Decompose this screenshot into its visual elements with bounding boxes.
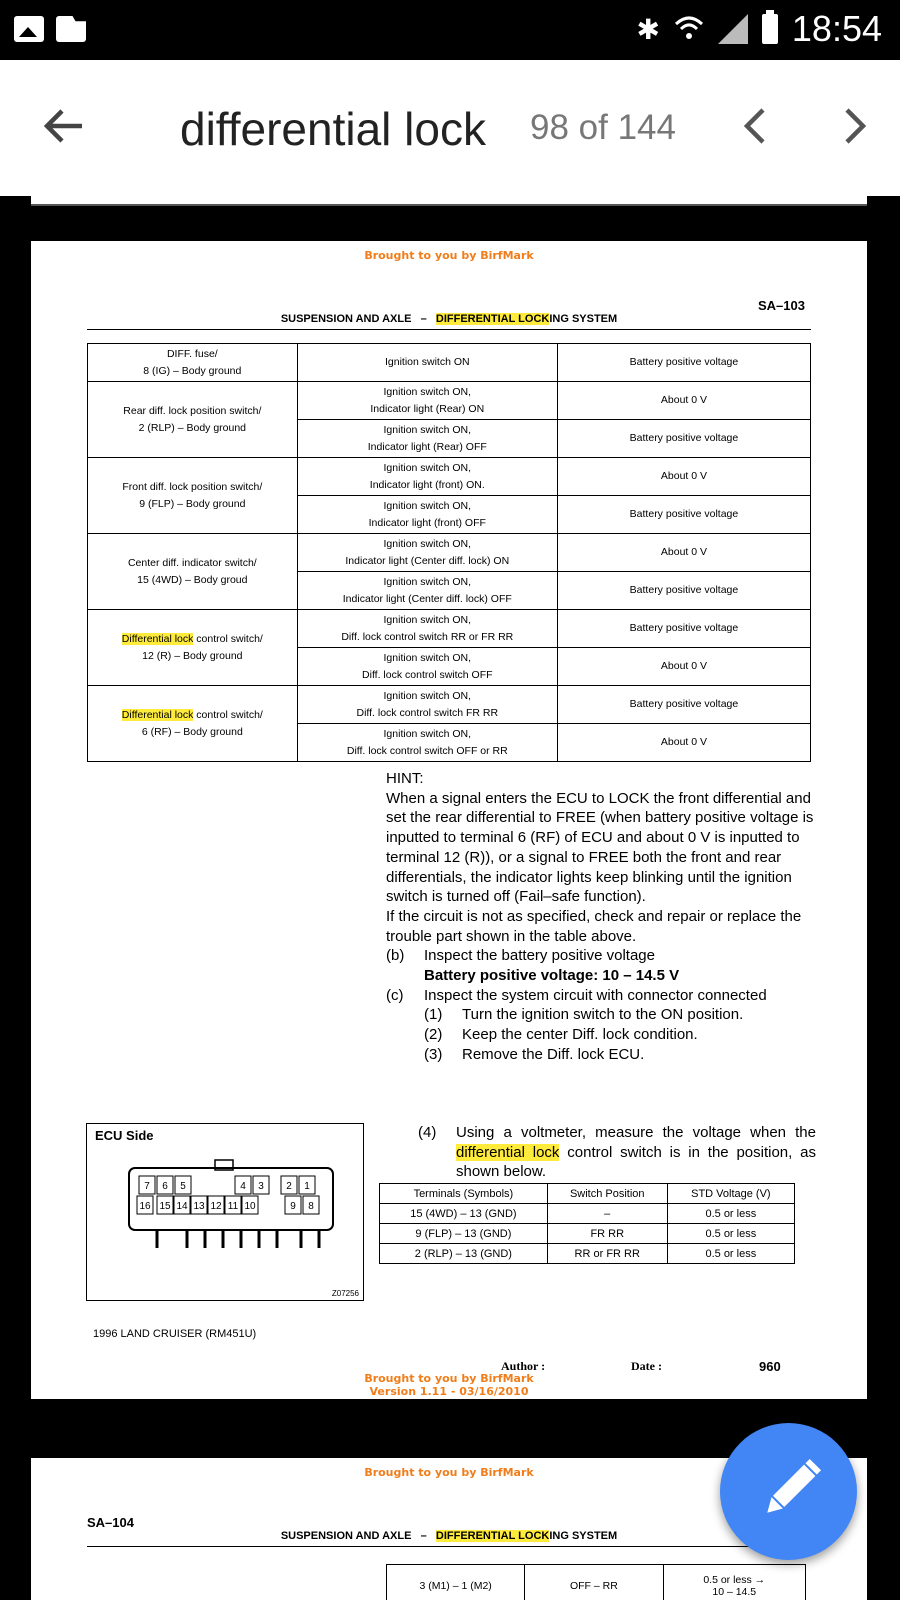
value-cell: About 0 V [557, 648, 810, 686]
search-highlight: DIFFERENTIAL LOCK [435, 1530, 550, 1542]
column-header: Switch Position [547, 1184, 667, 1204]
signal-icon [718, 14, 748, 44]
value-cell: About 0 V [557, 724, 810, 762]
vehicle-model: 1996 LAND CRUISER (RM451U) [93, 1328, 257, 1340]
chevron-right-icon [835, 96, 875, 156]
condition-cell: Ignition switch ON, Indicator light (front) ON. [297, 458, 557, 496]
spec-row [88, 344, 811, 382]
pin-label: 2 [286, 1181, 292, 1192]
battery-icon [762, 14, 778, 44]
brought-by-header: Brought to you by BirfMark [364, 1466, 534, 1479]
pin-label: 10 [244, 1201, 256, 1212]
voltage-cell: 2 (RLP) – 13 (GND) [380, 1244, 548, 1264]
battery-voltage-spec: Battery positive voltage: 10 – 14.5 V [424, 967, 680, 985]
back-button[interactable] [40, 102, 88, 150]
substep: (2) Keep the center Diff. lock condition. [424, 1026, 698, 1044]
value-cell: About 0 V [557, 534, 810, 572]
value-cell: Battery positive voltage [557, 610, 810, 648]
spec-row [88, 458, 811, 496]
voltage-cell: 0.5 or less [667, 1244, 794, 1264]
condition-cell: Ignition switch ON, Indicator light (front) OFF [297, 496, 557, 534]
terminal-cell: Differential lock control switch/ 6 (RF) – Body ground [88, 686, 298, 762]
pencil-icon [720, 1423, 857, 1560]
next-match-button[interactable] [835, 96, 875, 169]
wifi-icon [674, 14, 704, 44]
voltage-cell: 9 (FLP) – 13 (GND) [380, 1224, 548, 1244]
edit-fab[interactable] [720, 1423, 857, 1560]
step-c: (c) Inspect the system circuit with connector connected [386, 986, 767, 1004]
voltage-row [380, 1224, 795, 1244]
voltage-table-continued: 3 (M1) – 1 (M2) OFF – RR 0.5 or less → 10 – 14.5 [386, 1564, 806, 1600]
connector-drawing [87, 1124, 363, 1300]
page-number: SA–104 [87, 1515, 134, 1530]
hint-paragraph: When a signal enters the ECU to LOCK the front differential and set the rear differential to FREE (when battery positive voltage is inputted to terminal 6 (RF) of ECU and about 0 V is inputted to terminal 12 (R)), or a signal to FREE both the front and rear differentials, the indicator lights keep blinking until the ignition switch is turned off (Fail–safe function). [386, 789, 814, 906]
document-page-number: 960 [759, 1359, 781, 1374]
image-icon [14, 16, 44, 42]
terminal-cell: Center diff. indicator switch/ 15 (4WD) – Body groud [88, 534, 298, 610]
step-b: (b) Inspect the battery positive voltage [386, 947, 655, 965]
condition-cell: Ignition switch ON, Diff. lock control switch OFF or RR [297, 724, 557, 762]
pin-label: 4 [240, 1181, 246, 1192]
match-count: 98 of 144 [530, 108, 676, 147]
voltage-header-row [380, 1184, 795, 1204]
search-highlight: differential lock [456, 1143, 560, 1161]
pin-label: 6 [162, 1181, 168, 1192]
status-bar [0, 0, 900, 60]
pin-label: 1 [304, 1181, 310, 1192]
pin-label: 13 [193, 1201, 205, 1212]
substep: (1) Turn the ignition switch to the ON position. [424, 1006, 744, 1024]
condition-cell: Ignition switch ON, Indicator light (Center diff. lock) ON [297, 534, 557, 572]
substep: (3) Remove the Diff. lock ECU. [424, 1045, 645, 1063]
pin-label: 14 [176, 1201, 188, 1212]
condition-cell: Ignition switch ON, Indicator light (Rear) ON [297, 382, 557, 420]
condition-cell: Ignition switch ON, Diff. lock control switch OFF [297, 648, 557, 686]
arrow-left-icon [40, 102, 88, 150]
author-label: Author : [501, 1359, 546, 1373]
spec-row [88, 382, 811, 420]
condition-cell: Ignition switch ON, Indicator light (Center diff. lock) OFF [297, 572, 557, 610]
hint-label: HINT: [386, 770, 424, 787]
date-label: Date : [631, 1359, 662, 1373]
column-header: STD Voltage (V) [667, 1184, 794, 1204]
search-highlight: Differential lock [121, 708, 194, 721]
value-cell: Battery positive voltage [557, 420, 810, 458]
terminal-spec-table [87, 343, 811, 762]
voltage-row [380, 1204, 795, 1224]
voltage-cell: 0.5 or less [667, 1204, 794, 1224]
figure-code: Z07256 [331, 1289, 359, 1298]
chevron-left-icon [735, 96, 775, 156]
voltage-cell: RR or FR RR [547, 1244, 667, 1264]
column-header: Terminals (Symbols) [380, 1184, 548, 1204]
document-page-sa-103 [31, 241, 867, 1399]
hint-paragraph: If the circuit is not as specified, check and repair or replace the trouble part shown in the table above. [386, 907, 802, 945]
condition-cell: Ignition switch ON, Diff. lock control switch RR or FR RR [297, 610, 557, 648]
condition-cell: Ignition switch ON, Indicator light (Rear) OFF [297, 420, 557, 458]
value-cell: About 0 V [557, 458, 810, 496]
voltage-row [380, 1244, 795, 1264]
spec-row [88, 610, 811, 648]
brought-by-header: Brought to you by BirfMark [364, 249, 534, 262]
divider [87, 1546, 811, 1547]
voltage-table [379, 1183, 795, 1264]
voltage-cell: 15 (4WD) – 13 (GND) [380, 1204, 548, 1224]
section-title: SUSPENSION AND AXLE – DIFFERENTIAL LOCKING SYSTEM [280, 313, 618, 325]
pin-label: 11 [227, 1201, 239, 1212]
ecu-title: ECU Side [95, 1128, 154, 1143]
pin-label: 15 [159, 1201, 171, 1212]
section-title: SUSPENSION AND AXLE – DIFFERENTIAL LOCKING SYSTEM [280, 1530, 618, 1542]
pin-label: 9 [290, 1201, 296, 1212]
terminal-cell: Front diff. lock position switch/ 9 (FLP) – Body ground [88, 458, 298, 534]
search-app-bar [0, 60, 900, 196]
page-number: SA–103 [758, 298, 805, 313]
pin-label: 5 [180, 1181, 186, 1192]
search-highlight: DIFFERENTIAL LOCK [435, 313, 550, 325]
divider [87, 329, 811, 330]
value-cell: Battery positive voltage [557, 686, 810, 724]
bluetooth-icon: ✱ [636, 13, 660, 45]
pin-label: 3 [258, 1181, 264, 1192]
pin-label: 8 [308, 1201, 314, 1212]
search-highlight: Differential lock [121, 632, 194, 645]
value-cell: Battery positive voltage [557, 496, 810, 534]
terminal-cell: Differential lock control switch/ 12 (R) – Body ground [88, 610, 298, 686]
terminal-cell: Rear diff. lock position switch/ 2 (RLP) – Body ground [88, 382, 298, 458]
value-cell: Battery positive voltage [557, 344, 810, 382]
terminal-cell: DIFF. fuse/ 8 (IG) – Body ground [88, 344, 298, 382]
substep-list [386, 1005, 816, 1064]
value-cell: About 0 V [557, 382, 810, 420]
spec-row [88, 686, 811, 724]
value-cell: Battery positive voltage [557, 572, 810, 610]
ecu-connector-diagram [86, 1123, 364, 1301]
pin-label: 7 [144, 1181, 150, 1192]
step-4: (4) Using a voltmeter, measure the voltage when the differential lock control switch is in the position, as shown below. [418, 1124, 816, 1181]
spec-row [88, 534, 811, 572]
voltage-cell: FR RR [547, 1224, 667, 1244]
previous-page-edge [31, 196, 867, 206]
pin-label: 16 [139, 1201, 151, 1212]
previous-match-button[interactable] [735, 96, 775, 169]
hint-section [386, 769, 816, 1065]
condition-cell: Ignition switch ON [297, 344, 557, 382]
clock: 18:54 [791, 8, 882, 49]
pin-label: 12 [210, 1201, 222, 1212]
document-viewer[interactable] [0, 196, 900, 1600]
brought-by-footer: Brought to you by BirfMark [364, 1372, 534, 1385]
voltage-cell: 0.5 or less [667, 1224, 794, 1244]
search-term[interactable]: differential lock [180, 103, 486, 155]
voltage-cell: – [547, 1204, 667, 1224]
condition-cell: Ignition switch ON, Diff. lock control switch FR RR [297, 686, 557, 724]
version-footer: Version 1.11 - 03/16/2010 [369, 1385, 529, 1398]
file-icon [56, 16, 86, 42]
